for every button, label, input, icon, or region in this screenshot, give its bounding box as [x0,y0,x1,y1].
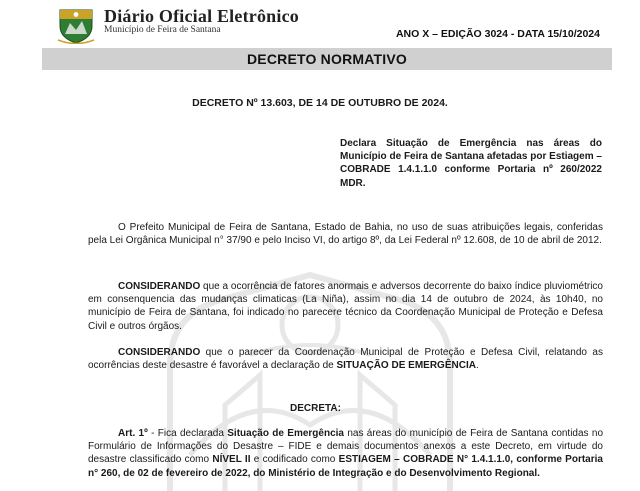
considering-label: CONSIDERANDO [118,281,201,292]
emergency-status: SITUAÇÃO DE EMERGÊNCIA [336,360,476,372]
article-1-paragraph [88,427,603,480]
considering-paragraph-2 [88,346,603,372]
preamble-paragraph: O Prefeito Municipal de Feira de Santana, Estado de Bahia, no uso de suas atribuições legais, conferidas pela Lei Orgânica Municipal n° 37/90 e pelo Inciso VI, do artigo 8º, da Lei Federal nº 12.608, de 10 de abril de 2012. [88,222,603,247]
decree-title: DECRETO Nº 13.603, DE 14 DE OUTUBRO DE 2024. [192,97,448,109]
disaster-level: NÍVEL II [212,454,251,466]
edition-info: ANO X – EDIÇÃO 3024 - DATA 15/10/2024 [395,28,600,40]
gazette-subtitle: Município de Feira de Santana [104,25,221,35]
decree-summary: Declara Situação de Emergência nas áreas do Município de Feira de Santana afetadas por Estiagem – COBRADE 1.4.1.1.0 conforme Portaria nº 260/2022 MDR. [340,138,602,189]
section-banner: DECRETO NORMATIVO [42,48,612,70]
article-text: e codificado como [250,454,339,466]
considering-text: que o parecer da Coordenação Municipal de Proteção e Defesa Civil, relatando as ocorrências deste desastre é favorável a declaração de [88,347,603,372]
punctuation: . [475,360,479,372]
considering-paragraph-1 [88,280,603,333]
gazette-title: Diário Oficial Eletrônico [104,6,299,26]
article-text: nas áreas do município de Feira de Santana contidas no Formulário de Informações do Desastre – FIDE e demais documentos anexos a este Decreto, em virtude do desastre classificado como [88,428,604,466]
considering-text: que a ocorrência de fatores anormais e adversos decorrente do baixo índice pluviométrico em consenquencia das mudanças climaticas (La Niña), assim no dia 14 de outubro de 2024, às 10h40, no município de Feira de Santana, foi indicado no parecere técnico da Coordenação Municipal de Proteção e Defesa Civil e outros órgãos. [88,281,603,332]
article-label: Art. 1º [118,428,148,439]
decreta-heading: DECRETA: [290,403,341,414]
emergency-term: Situação de Emergência [227,428,344,439]
article-text: - Fica declarada [147,428,228,439]
considering-label: CONSIDERANDO [118,347,201,358]
disaster-code: ESTIAGEM – COBRADE N° 1.4.1.1.0, conforme Portaria n° 260, de 02 de fevereiro de 2022, do Ministério de Integração e do Desenvolvimento Regional. [88,454,603,479]
